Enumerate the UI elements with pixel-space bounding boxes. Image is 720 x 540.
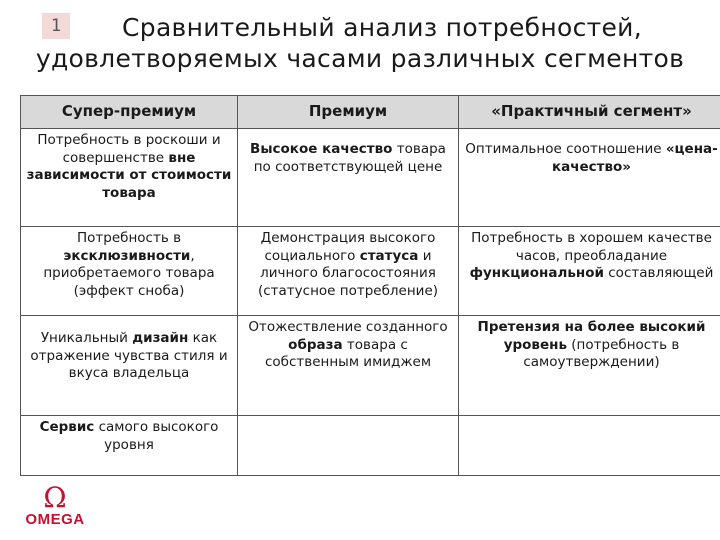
omega-symbol-icon: Ω — [43, 481, 67, 514]
cell-text: и личного благосостояния (статусное потребление) — [257, 247, 439, 299]
header-super-premium: Супер-премиум — [21, 96, 238, 129]
cell-text: Отожествление созданного — [248, 319, 448, 335]
table-row — [21, 316, 720, 416]
table-cell — [21, 129, 238, 227]
cell-emphasis: Высокое качество — [250, 141, 393, 157]
table-cell — [459, 129, 720, 227]
cell-emphasis: образа — [288, 336, 343, 353]
omega-wordmark: OMEGA — [25, 511, 85, 528]
table-row — [21, 129, 720, 227]
cell-text: самого высокого уровня — [94, 419, 219, 453]
table-cell — [21, 416, 238, 476]
cell-emphasis: статуса — [359, 247, 419, 264]
table-row — [21, 416, 720, 476]
table-cell-empty — [459, 416, 720, 476]
cell-text: Оптимальное соотношение — [465, 141, 666, 157]
table-cell-empty — [238, 416, 459, 476]
cell-emphasis: эксклюзивности — [63, 247, 191, 264]
header-practical-segment: «Практичный сегмент» — [459, 96, 720, 129]
table-cell — [21, 227, 238, 316]
table-cell — [459, 316, 720, 416]
title-line-2: удовлетворяемых часами различных сегментов — [35, 44, 685, 73]
cell-text: товара по соответствующей цене — [253, 141, 446, 175]
table-header-row — [21, 96, 720, 129]
header-premium: Премиум — [238, 96, 459, 129]
table-cell — [238, 129, 459, 227]
table-cell — [21, 316, 238, 416]
table-cell — [238, 227, 459, 316]
cell-text: как отражение чувства стиля и вкуса владельца — [30, 330, 228, 381]
cell-text: Демонстрация высокого социального — [260, 230, 436, 264]
cell-text: Уникальный — [40, 330, 133, 346]
cell-emphasis: Претензия на более высокий уровень — [477, 319, 706, 353]
slide-number-badge: 1 — [42, 13, 70, 39]
cell-text: Потребность в — [76, 230, 182, 246]
cell-text: (потребность в самоутверждении) — [523, 336, 680, 370]
cell-emphasis: «цена- качество» — [551, 141, 718, 175]
cell-emphasis: дизайн — [132, 330, 189, 346]
cell-text: Потребность в роскоши и совершенстве — [37, 132, 221, 166]
cell-text: , приобретаемого товара (эффект сноба) — [43, 247, 215, 299]
title-line-1: Сравнительный анализ потребностей, — [122, 13, 642, 42]
omega-logo — [14, 481, 96, 529]
cell-emphasis: функциональной — [469, 265, 604, 281]
table-cell — [459, 227, 720, 316]
cell-text: составляющей — [603, 265, 714, 281]
cell-text: Потребность в хорошем качестве часов, преобладание — [471, 230, 712, 264]
cell-emphasis: Сервис — [39, 419, 95, 435]
cell-emphasis: вне зависимости от стоимости товара — [26, 149, 232, 201]
comparison-table — [20, 95, 720, 476]
table-cell — [238, 316, 459, 416]
slide-title — [0, 12, 720, 74]
table-row — [21, 227, 720, 316]
cell-text: товара с собственным имиджем — [264, 336, 432, 370]
